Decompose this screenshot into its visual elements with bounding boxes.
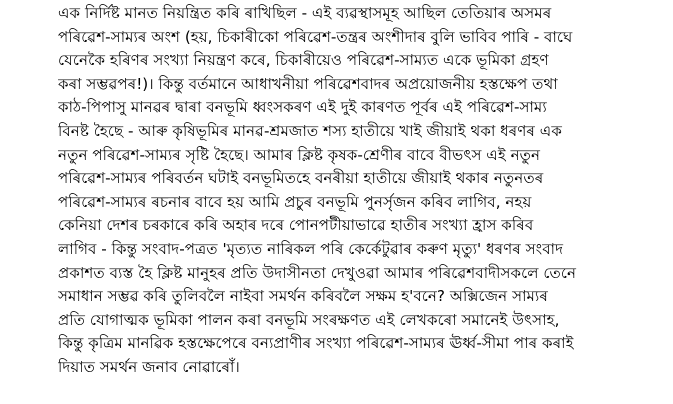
text-line-5: কাঠ-পিপাসু মানৱৰ দ্বাৰা বনভূমি ধ্বংসকৰণ এই দুই কাৰণত পূৰ্বৰ এই পৰিৱেশ-সাম্য [58,98,547,117]
text-line-11: লাগিব - কিন্তু সংবাদ-পত্ৰত 'মৃত্যত নাৰিকল পৰি কেৰ্কেটুৱাৰ কৰুণ মৃত্যু' ধৰণৰ সংবাদ [58,239,564,258]
text-line-16: দিয়াত সমৰ্থন জনাব নোৱাৰোঁ। [58,357,240,376]
text-line-7: নতুন পৰিৱেশ-সাম্যৰ সৃষ্টি হৈছে। আমাৰ ক্লিষ্ট কৃষক-শ্ৰেণীৰ বাবে বীভৎস এই নতুন [58,145,541,164]
text-line-10: কেনিয়া দেশৰ চৰকাৰে কৰি অহাৰ দৰে পোনপটীয়াভাৱে হাতীৰ সংখ্যা হ্ৰাস কৰিব [58,216,534,235]
text-line-12: প্ৰকাশত ব্যস্ত হৈ ক্লিষ্ট মানুহৰ প্ৰতি উদাসীনতা দেখুওৱা আমাৰ পৰিৱেশবাদীসকলে তেনে [58,263,577,282]
paragraph [58,2,668,380]
text-line-15: কিন্তু কৃত্ৰিম মানৱিক হস্তক্ষেপেৰে বন্যপ্ৰাণীৰ সংখ্যা পৰিৱেশ-সাম্যৰ ঊৰ্ধ্ব-সীমা পাৰ কৰাই [58,334,574,353]
text-line-2: পৰিৱেশ-সাম্যৰ অংশ (হয়, চিকাৰীকো পৰিৱেশ-তন্ত্ৰৰ অংশীদাৰ বুলি ভাবিব পাৰি - বাঘে [58,27,573,46]
text-line-4: কৰা সম্ভৱপৰ!)। কিন্তু বৰ্তমানে আধাখনীয়া পৰিৱেশবাদৰ অপ্ৰয়োজনীয় হস্তক্ষেপ তথা [58,74,558,93]
text-line-3: যেনেকৈ হৰিণৰ সংখ্যা নিয়ন্ত্ৰণ কৰে, চিকাৰীয়েও পৰিৱেশ-সাম্যত একে ভূমিকা গ্ৰহণ [58,51,549,70]
text-line-8: পৰিৱেশ-সাম্যৰ পৰিবৰ্তন ঘটাই বনভূমিতহে বনৰীয়া হাতীয়ে জীয়াই থকাৰ নতুনতৰ [58,169,544,188]
text-line-14: প্ৰতি যোগাত্মক ভূমিকা পালন কৰা বনভূমি সংৰক্ষণত এই লেখকৰো সমানেই উৎসাহ, [58,310,560,329]
text-line-13: সমাধান সম্ভৱ কৰি তুলিবলৈ নাইবা সমৰ্থন কৰিবলৈ সক্ষম হ'বনে? অক্সিজেন সাম্যৰ [58,287,548,306]
text-line-9: পৰিৱেশ-সাম্যৰ ৰচনাৰ বাবে হয় আমি প্ৰচুৰ বনভূমি পুনৰ্সৃজন কৰিব লাগিব, নহয় [58,192,532,211]
text-line-1: এক নির্দিষ্ট মানত নিয়ন্ত্রিত কৰি ৰাখিছিল - এই ব্যৱস্থাসমূহ আছিল তেতিয়াৰ অসমৰ [58,4,552,22]
text-line-6: বিনষ্ট হৈছে - আৰু কৃষিভূমিৰ মানৱ-শ্ৰমজাত শস্য হাতীয়ে খাই জীয়াই থকা ধৰণৰ এক [58,121,562,140]
